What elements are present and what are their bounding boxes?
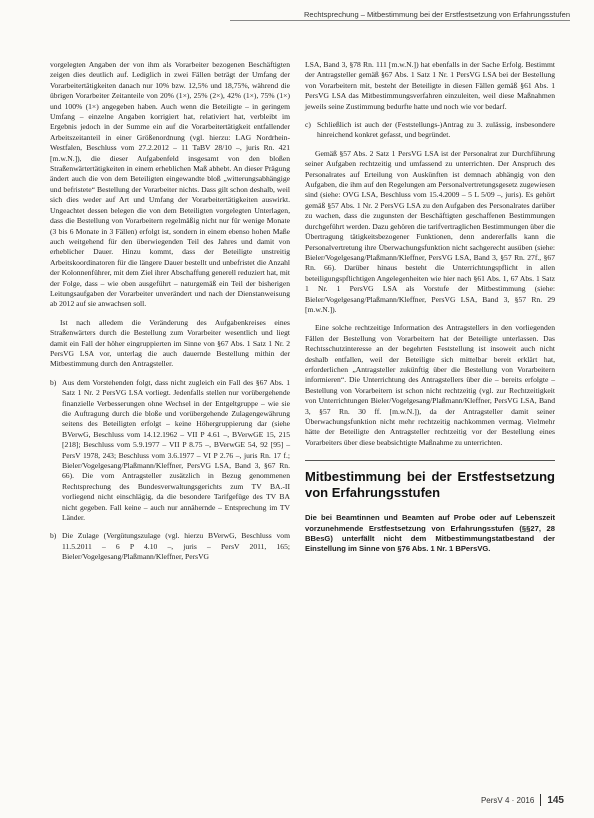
footer-divider [540, 794, 541, 806]
paragraph: Eine solche rechtzeitige Information des Antragstellers in den vorliegenden Fällen der Bestellung von Vorarbeitern hat der Beteiligte unterlassen. Das Rechtsschutzinteresse an der begehrten Feststellung ist insoweit auch nicht deshalb entfallen, weil der Beteiligte sich mittelbar bereit erklärt hat, erforderlichen „Antragsteller zukünftig über die Bestellung von Vorarbeitern informieren“. Die Unterrichtung des Antragstellers über die – bereits erfolgte – Bestellung von Vorarbeitern ist schon nicht rechtzeitig (vgl. zur Rechtzeitigkeit von Unterrichtungen Bieler/Vogelgesang/Plaßmann/Kleffner, PersVG LSA, Band 3, §57 Rn. 30 ff. [m.w.N.]), da der Antragsteller damit seiner Überwachungsfunktion nicht mehr rechtzeitig nachkommen vermag. Vielmehr hätte der Beteiligte den Antragsteller rechtzeitig vor der Bestellung eines Vorarbeiters über diese beabsichtigte Maßnahme zu unterrichten. [305, 323, 555, 447]
section-lead: Die bei Beamtinnen und Beamten auf Probe oder auf Lebenszeit vorzunehmende Erstfestsetzung von Erfahrungsstufen (§§27, 28 BBesG) unterfällt nicht dem Mitbestimmungstatbestand der Einstellung im Sinne von §76 Abs. 1 Nr. 1 BPersVG. [305, 513, 555, 554]
list-item [50, 531, 290, 562]
list-item-label: c) [305, 120, 311, 130]
right-column-paragraphs [305, 60, 555, 448]
list-item [305, 120, 555, 141]
page-footer [481, 794, 564, 806]
list-item-text: Aus dem Vorstehenden folgt, dass nicht zugleich ein Fall des §67 Abs. 1 Satz 1 Nr. 2 PersVG LSA vorliegt. Jedenfalls stellen nur vorübergehende finanzielle Verbesserungen ohne Wechsel in der Entgeltgruppe – wie sie die Auftragung durch die bloße und vorübergehende Zulagengewährung seitens des Beteiligten erfolgt – keine Höhergruppierung dar (siehe BVerwG, Beschluss vom 14.12.1962 – VII P 4.61 –, BVerwGE 15, 215 [218]; Beschluss vom 5.9.1977 – VII P 8.75 –, BVerwGE 54, 92 [95] – PersV 1978, 243; Beschluss vom 3.6.1977 – VI P 2.76 –, juris Rn. 17 f.; Bieler/Vogelgesang/Plaßmann/Kleffner, PersVG LSA, Band 3, §67 Rn. 66). Die vom Antragsteller zusätzlich in Bezug genommenen Rechtsprechung des Bundesverwaltungsgerichts zum TV BA.-II vorliegend nicht einschlägig, da die besondere Tarifgefüge des TV BA nicht gegeben. Fall keine – auch nur annähernde – Entsprechung im TV Länder. [62, 377, 290, 523]
section-rule [305, 460, 555, 461]
header-rule [230, 20, 570, 21]
list-item [50, 378, 290, 524]
paragraph: vorgelegten Angaben der von ihm als Vorarbeiter bezogenen Beschäftigten zeigen dies deutlich auf. Lediglich in zwei Fällen beträgt der Umfang der Vorarbeitertätigkeiten danach nur 10% bzw. 12,5% und 18,75%, während die übrigen Vorarbeiter Zeitanteile von 20% (1×), 25% (2×), 42% (1×), 75% (1×) und 100% (1×) angegeben haben. Auch wenn die Beteiligte – in geringem Umfang – einzelne Angaben korrigiert hat, relativiert hat, verbleibt im Ergebnis jedoch in der Summe ein auf die Vorarbeitertätigkeit entfallender Arbeitszeitanteil in einer Größenordnung (vgl. hierzu: LAG Nordrhein-Westfalen, Beschluss vom 27.2.2012 – 11 TaBV 28/10 –, juris Rn. 421 [m.w.N.]), die dieser Aufgabenfeld insgesamt von den bloßen Straßenwärtertätigkeiten in einem erheblichen Maß abhebt. An dieser Prägung ändert auch die von dem Beteiligten eingewandte bloß „witterungsabhängige und befristete“ Bestellung der Vorarbeiter nichts. Dass gilt schon deshalb, weil sich dies weder auf Art und Umfang der Vorarbeitertätigkeiten auswirkt. Ungeachtet dessen belegen die von dem Beteiligten vorgelegten Unterlagen, dass die Bestellung von Vorarbeitern regelmäßig nicht nur für wenige Monate (3 bis 6 Monate in 3 Fällen) erfolgt ist, sondern in einem ebenso hohen Maße auch weitgehend für den überwiegenden Teil des Jahres und damit von erheblicher Dauer. Hinzu kommt, dass der Beteiligte unstreitig Arbeitskoordinatoren für die längere Dauer bestellt und unbefristet die Anzahl der Kolonnenführer, mit dem Ziel ihrer Abschaffung generell reduziert hat, mit der Folge, dass – wie oben ausgeführt – naturgemäß ein Teil der bisherigen Leitungsaufgaben der Vorarbeiter unverändert und nach der Dienstanweisung ab 2012 auf sie anwachsen soll. [50, 60, 290, 309]
list-item-text: Schließlich ist auch der (Feststellungs-)Antrag zu 3. zulässig, insbesondere hinreichend konkret gefasst, und begründet. [317, 120, 555, 140]
paragraph: Gemäß §57 Abs. 2 Satz 1 PersVG LSA ist der Personalrat zur Durchführung seiner Aufgaben rechtzeitig und umfassend zu unterrichten. Der Anspruch des Personalrates auf Erteilung von Auskünften ist demnach abhängig von den Aufgaben, die ihm auf den Regelungen am Personalvertretungsgesetz zugewiesen sind (siehe: OVG LSA, Beschluss vom 15.4.2009 – 5 L 5/09 –, juris). Es gehört gemäß §57 Abs. 1 Nr. 2 PersVG LSA zu den Aufgaben des Personalrates darüber zu wachen, dass die zugunsten der Beschäftigten geschaffenen Bestimmungen durchgeführt werden. Dazu gehören die tarifvertraglichen Bestimmungen über die Übertragung tätigkeitsbezogener Funktionen, denn andererfalls kann die Personalvertretung ihre Überwachungsfunktion nicht sachgerecht ausüben (siehe: Bieler/Vogelgesang/Plaßmann/Kleffner, PersVG LSA, Band 3, §57 Rn. 27f., §67 Rn. 66). Darüber hinaus besteht die Unterrichtungspflicht in allen beteiligungspflichtigen Angelegenheiten wie hier nach §61 Abs. 1, 67 Abs. 1 Satz 1 Nr. 1 PersVG LSA als Vorstufe der Mitbestimmung (siehe: Bieler/Vogelgesang/Plaßmann/Kleffner, PersVG LSA, Band 3, §57 Rn. 29 [m.w.N.]). [305, 148, 555, 314]
running-head: Rechtsprechung – Mitbestimmung bei der Erstfestsetzung von Erfahrungsstufen [304, 10, 570, 19]
right-column [305, 60, 555, 563]
list-item-text: Die Zulage (Vergütungszulage (vgl. hierzu BVerwG, Beschluss vom 11.5.2011 – 6 P 4.10 –, juris – PersV 2011, 165; Bieler/Vogelgesang/Plaßmann/Kleffner, PersVG [62, 531, 290, 562]
paragraph: Ist nach alledem die Veränderung des Aufgabenkreises eines Straßenwärters durch die Bestellung zum Vorarbeiter wesentlich und liegt damit ein Fall der höher eingruppierten im Sinne von §67 Abs. 1 Satz 1 Nr. 2 PersVG LSA vor, unterlag die auch dauernde Bestellung mithin der Mitbestimmung durch den Antragsteller. [50, 317, 290, 369]
journal-issue: PersV 4 · 2016 [480, 795, 535, 805]
list-item-label: b) [50, 377, 57, 387]
paragraph: LSA, Band 3, §78 Rn. 111 [m.w.N.]) hat ebenfalls in der Sache Erfolg. Bestimmt der Antragsteller gemäß §67 Abs. 1 Satz 1 Nr. 1 PersVG LSA bei der Bestellung von Vorarbeitern mit, besteht der Beteiligte in diesen Fällen gemäß §61 Abs. 1 PersVG LSA das Mitbestimmungsverfahren einzuleiten, weil diese Maßnahmen jeweils seine Zustimmung bedurfte hatte und noch wie vor bedarf. [305, 60, 555, 111]
left-column [50, 60, 290, 571]
list-item-label: b) [50, 531, 57, 541]
page-number: 145 [547, 794, 564, 806]
section-title: Mitbestimmung bei der Erstfestsetzung von Erfahrungsstufen [305, 469, 555, 501]
